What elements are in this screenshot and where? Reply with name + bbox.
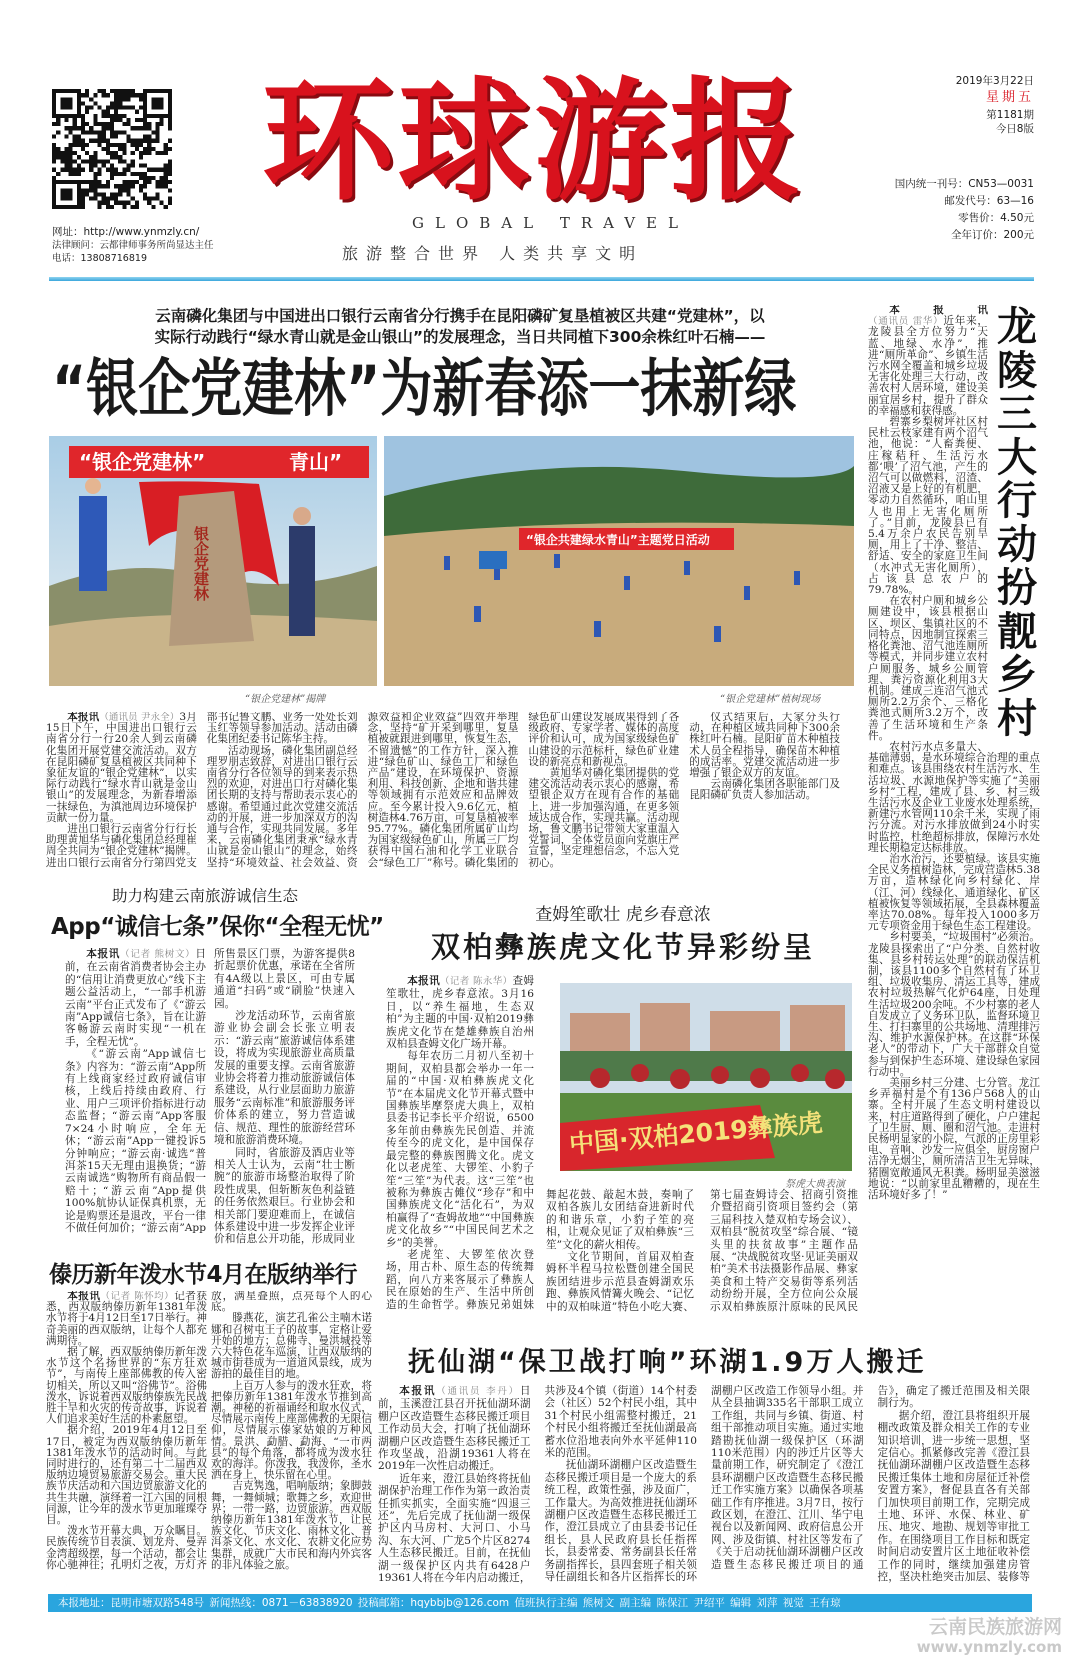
masthead-logo: 环球游报	[262, 65, 806, 219]
masthead-english: GLOBAL TRAVEL	[412, 214, 689, 232]
water-festival-headline[interactable]: 傣历新年泼水节4月在版纳举行	[49, 1262, 358, 1288]
photo-sign-text: “银企共建绿水青山”主题党日活动	[526, 533, 710, 547]
longling-headline[interactable]: 龙陵三大行动扮靓乡村	[997, 305, 1037, 742]
photo-tree-planting	[384, 436, 854, 686]
dateline: 本报讯	[889, 305, 988, 316]
paragraph: 据介绍，澄江县将组织开展棚改政策及群众相关工作的专业知识培训，进一步统一思想，坚定信心。抓紧修改完善《澄江县抚仙湖环湖棚户区改造暨生态移民搬迁集体土地和房屋征迁补偿安置方案》，督促县直各有关部门加快项目前期工作，完期完成土地、环评、水保、林业、矿压、地灾、地勘、规划等审批工作。在围绕项目工作目标和既定时间启动安置片区土地征收补偿工作的同时，继续加强建房管控，坚决杜绝突击加层、装修等	[877, 1409, 1030, 1584]
page-count: 今日8版	[995, 123, 1034, 135]
paragraph: 老虎笙、大锣笙依次登场，用古朴、原生态的传统舞蹈，向八方来客展示了彝族人民在原始的生产、生活中所创造的生命哲学。彝族兄弟姐妹	[386, 1248, 534, 1310]
lead-headline[interactable]: “银企党建林”为新春添一抹新绿	[52, 353, 797, 426]
lead-paragraph	[65, 948, 206, 1048]
annual-price: 全年订价：200元	[950, 229, 1034, 241]
paragraph: 进出口银行云南省分行行长助理黄旭华与磷化集团总经理崔周全共同为“银企党建林”揭牌。进出口银行云南省分行第四党支部书记鲁文鹏、业务一处处长刘玉红等领导参加活动。活动由磷化集团纪委书记陈华主持。	[46, 712, 358, 869]
paragraph: 上百万人参与的泼水狂欢，将把傣历新年1381年泼水节推到高潮。神秘的祈福诵经和取水仪式，尽情展示南传上座部佛教的无限信仰，尽情展示傣家姑娘的万种风情。景洪、勐腊、勐海、“一市两县”的每个角落，都将成为泼水狂欢的海洋。你泼我，我泼你，圣水洒在身上，快乐留在心里。	[211, 1379, 372, 1482]
shuangbai-column-2	[546, 1188, 694, 1312]
app-kicker: 助力构建云南旅游诚信生态	[111, 887, 298, 905]
footer-bar: 本报地址：昆明市塘双路548号 新闻热线：0871－63838920 投稿邮箱：hqybbjb@126.com 值班执行主编 熊树文 副主编 陈保江 尹绍平 编辑 刘萍 视觉 王有琼	[48, 1594, 1032, 1612]
fuxian-headline[interactable]: 抚仙湖“保卫战打响”环湖1.9万人搬迁	[408, 1347, 927, 1378]
lead-deck-line2: 实际行动践行“绿水青山就是金山银山”的发展理念，当日共同植下300余株红叶石楠——	[154, 328, 766, 346]
paragraph: 农村污水点多量大、基础薄弱，是水环境综合治理的重点和难点。该县围绕农村生活污水、生活垃圾、水源地保护等实施了“美丽乡村”工程，建成了县、乡、村三级生活污水及企业工业废水处理系统，新建污水管网110余千米，实现了雨污分流。对污水排放做到24小时实时监控，杜绝超标排放，保障污水处理长期稳定达标排放。	[868, 740, 1040, 854]
byline: （通讯员 李丹）	[436, 1386, 520, 1397]
paragraph: 抚仙湖环湖棚户区改造暨生态移民搬迁项目是一个庞大的系统工程，政策性强，涉及面广，工作量大。为高效推进抚仙湖环湖棚户区改造暨生态移民搬迁工作，澄江县成立了由县委书记任组长，县人民政府县长任指挥长，县委常委、常务副县长任常务副指挥长，县四套班子相关领导任副组长和各片区指挥长的环湖棚户区改造工作领导小组。并从全县抽调335名干部职工成立工作组，共同与乡镇、街道、村组干部推动项目实施。通过实地踏勘抚仙湖一级保护区（环湖110米范围）内的涉迁片区等大量前期工作，研究制定了《澄江县环湖棚户区改造暨生态移民搬迁工作实施方案》以确保各项基础工作有序推进。3月7日，按行政区划，在澄江、江川、华宁电视台以及新闻网、政府信息公开网、涉及街镇、村社区等发布了《关于启动抚仙湖环湖棚户区改造暨生态移民搬迁项目的通告》，确定了搬迁范围及相关限制行为。	[544, 1385, 1030, 1584]
header-divider	[49, 277, 1034, 281]
shuangbai-kicker: 查姆笙歌壮 虎乡春意浓	[535, 905, 711, 925]
paragraph: 美丽乡村三分建、七分管。龙江乡弄福村是个有136户568人的山寨。全村开展了生态文明村建设以来，村庄道路得到了硬化，户户建起了卫生厨、厕、圈和沼气池。走进村民杨明显家的小院，气派的正房里彩电、音响、沙发一应俱全，厨房窗户洁净无烟尘，厕所清洁卫生无异味，猪圈宽敞通风无积粪。杨明显美滋滋地说：“以前家里乱糟糟的，现在生活环境好多了！”	[868, 1077, 1040, 1202]
paragraph: 治水治污，还要植绿。该县实施全民义务植树造林，完成营造林5.38万亩，造林绿化向乡村绿化、岸（江、河）线绿化、通道绿化、矿区植被恢复等领域拓展，全县森林覆盖率达70.08%。每年投入1000多万元专项资金用于绿色生态工程建设。	[868, 852, 1040, 933]
caption-tiger-ceremony: 祭虎大典表演	[785, 1179, 845, 1190]
lead-text: 3月15日下午，中国进出口银行云南省分行一行20余人到云南磷化集团开展党建交流活动。双方在昆阳磷矿复垦植被区共同种下象征友谊的“银企党建林”，以实际行动践行“绿水青山就是金山银山”的发展理念，为新春增添一抹绿色，为滇池周边环境保护贡献一份力量。	[46, 712, 197, 824]
dateline: 本报讯	[67, 712, 100, 723]
paragraph: 第七届查姆诗会、招商引资推介暨招商引资项目签约会（第三届科技入楚双柏专场会议）、双柏县“脱贫攻坚”综合展、“镜头里的扶贫故事”主题作品展、“决战脱贫攻坚·见证美丽双柏”美术书法摄影作品展、彝家美食和土特产交易街等系列活动纷纷开展，全方位向公众展示双柏彝族原汁原味的民风民	[710, 1189, 858, 1312]
photo-banner-text: 中国·双柏2019彝族虎	[567, 1107, 824, 1159]
weekday: 星期五	[985, 90, 1034, 105]
paragraph: 沙龙活动环节，云南省旅游业协会副会长张立明表示：“游云南”旅游诚信体系建设，将成为实现旅游业高质量发展的重要支撑。云南省旅游业协会将着力推动旅游诚信体系建设，从行业层面助力旅游服务“云南标准”和旅游服务评价体系的建立，努力营造诚信、规范、理性的旅游经营环境和旅游消费环境。	[214, 1010, 355, 1147]
byline: （通讯员 尹永全）	[99, 712, 180, 723]
paragraph: 碧寨乡梨树坪社区村民杜云枝家建有两个沼气池，他说：“人畜粪便、庄稼秸秆、生活污水都‘喂’了沼气池，产生的沼气可以做燃料，沼渣、沼液又是上好的有机肥，零动力自然循环，咱山里人也用上无害化厕所了。”目前，龙陵县已有5.4万余户农民告别旱厕，用上了干净、整洁、舒适、安全的家庭卫生间（水冲式无害化厕所），占该县总农户的79.78%。	[868, 416, 988, 597]
slogan: 旅游整合世界 人类共享文明	[342, 244, 644, 263]
paragraph: 黄旭华对磷化集团提供的党建交流活动表示衷心的感谢，希望银企双方在现有合作的基础上，进一步加强沟通，在更多领域达成合作，实现共赢。活动现场，鲁文鹏书记带领大家重温入党誓词，全体党员面向党旗庄严宣誓，坚定理想信念，不忘入党初心。	[528, 767, 680, 869]
retail-price: 零售价：4.50元	[958, 212, 1034, 224]
water-festival-body	[46, 1291, 372, 1591]
paragraph: 在农村户厕和城乡公厕建设中，该县根据山区、坝区、集镇社区的不同特点，因地制宜探索三格化粪池、沼气池连厕所等模式，并同步建立农村户厕服务、城乡公厕管理、粪污资源化利用3大机制。建成三连沼气池式厕所2.2万余个、三格化粪池式厕所3.2万个，改善了生活环境和生产条件。	[868, 595, 988, 742]
lead-text: 近年来，龙陵县全方位努力“天蓝、地绿、水净”，推进“厕所革命”、乡镇生活污水网全覆盖和城乡垃圾无害化处理三大行动，改善农村人居环境，建设美丽宜居乡村，提升了群众的幸福感和获得感。	[868, 315, 989, 417]
app-headline[interactable]: App“诚信七条”保你“全程无忧”	[51, 914, 384, 940]
paragraph: 每年农历二月初八至初十期间，双柏县都会举办一年一届的“中国·双柏彝族虎文化节”在本届虎文化节开幕式暨中国彝族毕摩祭虎大典上，双柏县委书记李长平介绍说，6500多年前由彝族先民创造、并流传至今的虎文化，是中国保存最完整的彝族图腾文化。虎文化以老虎笙、大锣笙、小豹子笙“三笙”为代表。这“三笙”也被称为彝族古傩仪“珍存”和中国彝族虎文化“活化石”，为双柏赢得了“查姆故地”“中国彝族虎文化故乡”“中国民间艺术之乡”的美誉。	[386, 1050, 534, 1249]
paragraph: 《“游云南”App诚信七条》内容为：“游云南”App所有上线商家经过政府诚信审核，上线后持续由政府、行业、用户三项评价指标进行动态监督；“游云南”App客服7×24小时响应，全年无休；“游云南”App一键投诉5分钟响应；“游云南·诚选”普洱茶15天无理由退换货；“游云南诚选”购物所有商品假一赔十；“游云南”App提供100%航协认证保真机票，无论是购票还是退改，平台一律不做任何加价；“游云南”App所售景区门票，为游客提供8折起票价优惠，承诺在全省所有4A级以上景区，可由专属通道“扫码”或“刷脸”快速入园。	[65, 948, 355, 1234]
photo-stone-text: 银企党建林	[192, 526, 210, 601]
byline: （记者 陈永华）	[440, 976, 513, 987]
paragraph: 同时，省旅游及酒店业等相关人士认为，云南“壮士断腕”的旅游市场整治取得了阶段性成果，但斩断灰色利益链的任务依然艰巨。行业协会和相关部门要迎难而上，在诚信体系建设中进一步发挥企业评价和信息公开功能，形成同业	[214, 1146, 355, 1246]
paragraph: 云南磷化集团各职能部门及昆阳磷矿负责人参加活动。	[689, 778, 840, 802]
paragraph: 活动现场，磷化集团副总经理罗朋志致辞，对进出口银行云南省分行各位领导的到来表示热烈的欢迎，对进出口行对磷化集团长期的支持与帮助表示衷心的感谢。希望通过此次党建交流活动的开展，进一步加深双方的沟通与合作，实现共同发展。多年来，云南磷化集团秉承“绿水青山就是金山银山”的理念，始终坚持“环境效益、社会效益、资源效益和企业效益”四效并举理念，坚持“矿开采到哪里，复垦植被就跟进到哪里，恢复生态，不留遗憾”的工作方针，深入推进“绿色矿山、绿色工厂和绿色产品”建设，在环境保护、资源利用、科技创新、企地和谐共建等领域拥有示范效应和品牌效应。至今累计投入9.6亿元，植树造林4.76万亩，可复垦植被率95.77%。磷化集团所属矿山均为国家级绿色矿山，所属三厂均获得中国石油和化学工业联合会“绿色工厂”称号。磷化集团的绿色矿山建设发展成果得到了各级政府、专家学者、媒体的高度评价和认可，成为国家级绿色矿山建设的示范标杆，绿色矿业建设的新亮点和新视点。	[206, 712, 680, 869]
watermark-url: www.ynmzly.com	[916, 1638, 1062, 1656]
lead-text: 日前，在云南省消费者协会主办的“信用让消费更放心”线下主题公益活动上，“一部手机游云南”平台正式发布了《“游云南”App诚信七条》，旨在让游客畅游云南时实现“一机在手，全程无忧”。	[65, 948, 206, 1048]
lead-text: 查姆笙歌壮，虎乡春意浓。3月16日，以“养生福地，生态双柏”为主题的中国·双柏2019彝族虎文化节在楚雄彝族自治州双柏县查姆文化广场开幕。	[386, 975, 534, 1051]
longling-story	[868, 305, 1040, 1335]
photo-tiger-ceremony	[560, 983, 852, 1171]
paragraph: 滕燕花，演艺孔雀公主喃木诺娜和召树屯王子的故事，定格让爱开始的地方；总佛寺、曼洪城投等六大特色花车巡演，让西双版纳的城市街巷成为一道道风景线，成为游拍的最佳目的地。	[211, 1312, 372, 1381]
lead-paragraph	[378, 1385, 531, 1473]
caption-unveiling: “银企党建林”揭牌	[245, 694, 326, 705]
paragraph: 据了解，西双版纳傣历新年泼水节这个名扬世界的“东方狂欢节”，与南传上座部佛教的传入密切相关，所以又叫“浴佛节”。浴佛泼水，诉说着西双版纳傣族先民战胜干旱和火灾的传奇故事，诉说着人们追求美好生活的朴素愿望。	[46, 1346, 207, 1426]
fuxian-body	[378, 1385, 1030, 1591]
watermark	[917, 1616, 1062, 1656]
shuangbai-headline[interactable]: 双柏彝族虎文化节异彩纷呈	[430, 930, 815, 964]
paragraph: 泼水节开幕大典，万众瞩目。民族传统节目表演、划龙舟、曼弄金湾超级摆，每一个活动，都会让你心驰神往；孔明灯之夜，万灯齐放，满星叠照，点亮每个人的心底。	[46, 1291, 372, 1571]
lead-deck-line1: 云南磷化集团与中国进出口银行云南省分行携手在昆阳磷矿复垦植被区共建“党建林”，以	[155, 307, 765, 325]
dateline: 本报讯	[67, 1291, 101, 1302]
lead-text: 记者获悉，西双版纳傣历新年1381年泼水节将于4月12日至17日举行。神奇美丽的西双版纳，让每个人都充满期待。	[46, 1291, 208, 1347]
shuangbai-column-3	[710, 1188, 858, 1312]
photo-banner-text-2: 青山”	[289, 450, 343, 474]
byline: （通讯员 雷华）	[868, 316, 944, 328]
paragraph: 仪式结束后，大家分头行动，在种植区域共同种下300余株红叶石楠。昆阳矿苗木种植技术人员全程指导，确保苗木种植的成活率。党建交流活动进一步增强了银企双方的友谊。	[689, 712, 840, 780]
paragraph: 据介绍，2019年4月12日至17日，被定为西双版纳傣历新年1381年泼水节的活动时间。与此同时进行的，还有第二十二届西双版纳边境贸易旅游交易会。重大民族节庆活动和六国边贸旅游文化的共生共融，演绎着一江六国的同根同源，让今年的泼水节更加璀璨夺目。	[46, 1424, 207, 1527]
caption-tree-planting: “银企党建林”植树现场	[720, 694, 821, 705]
phone: 电话：13808716819	[52, 253, 147, 264]
byline: （记者 陈怀均）	[100, 1291, 175, 1302]
legal-advisor: 法律顾问：云都律师事务所尚显达主任	[52, 240, 214, 251]
paragraph: 文化节期间，首届双柏查姆杯半程马拉松暨创建全国民族团结进步示范县查姆湖欢乐跑、彝族风情篝火晚会、“记忆中的双柏味道”特色小吃大赛、	[546, 1251, 694, 1312]
paragraph: 乡村要美，“垃圾围村”必须治。龙陵县探索出了“户分类、自然村收集、县乡村转运处理”的联动保洁机制，该县1100多个自然村有了环卫组、垃圾收集房、清运工具等，建成农村垃圾热解气化炉64座，日处理生活垃圾200余吨。不少村寨的老人自发成立了义务环卫队，监督环境卫生、打扫寨里的公共场地、清理排污沟、维护水源保护林。在这群“环保老人”的带动下，广大干部群众自觉参与到保护生态环境、建设绿色家园行动中。	[868, 931, 1040, 1078]
postal-code: 邮发代号：63—16	[944, 195, 1034, 207]
paragraph: 近年来，澄江县始终将抚仙湖保护治理工作作为第一政治责任抓实抓实，全面实施“四退三还”，先后完成了抚仙湖一级保护区内马房村、大河口、小马沟、东大河、广龙5个片区8274人生态移民搬迁。目前，在抚仙湖一级保护区内共有6428户19361人将在今年内启动搬迁，共涉及4个镇（街道）14个村委会（社区）52个村民小组，其中31个村民小组需整村搬迁，21个村民小组将搬迁至抚仙湖最高蓄水位沿地表向外水平延伸110米的范围。	[378, 1385, 697, 1585]
cn-number: 国内统一刊号：CN53—0031	[894, 178, 1034, 190]
dateline: 本报讯	[399, 1385, 437, 1397]
photo-unveiling	[49, 436, 377, 686]
qr-code	[52, 89, 172, 209]
watermark-title: 云南民族旅游网	[928, 1616, 1062, 1638]
app-story-body	[65, 948, 355, 1246]
paragraph: 吉克隽逸，唱响版纳；象脚鼓舞，一舞倾城；歌舞之乡，欢迎世界；一带一路，边贸旅游。西双版纳傣历新年1381年泼水节，让民族文化、节庆文化、雨林文化、普洱茶文化、水文化、农耕文化应势集群，成就广大市民和海内外宾客的非凡体验之旅。	[211, 1480, 372, 1571]
photo-banner-text: “银企党建林”	[79, 450, 206, 474]
publication-info	[895, 176, 1034, 244]
lead-paragraph	[46, 1291, 207, 1347]
lead-text: 日前，玉溪澄江县召开抚仙湖环湖棚户区改造暨生态移民搬迁项目工作动员大会，打响了抚仙湖环湖棚户区改造暨生态移民搬迁工作攻坚战，沿湖19361人将在2019年一次性启动搬迁。	[378, 1385, 531, 1473]
dateline: 本报讯	[86, 948, 121, 960]
dateline: 本报讯	[407, 975, 441, 987]
lead-paragraph	[386, 975, 534, 1050]
contact-info	[52, 226, 214, 265]
issue-date: 2019年3月22日	[955, 75, 1034, 87]
issue-number: 第1181期	[986, 109, 1034, 121]
lead-paragraph	[46, 712, 197, 824]
issue-info	[956, 74, 1034, 136]
byline: （记者 熊树文）	[120, 949, 196, 960]
shuangbai-column-1	[386, 975, 534, 1310]
paragraph: 舞起花鼓、敲起木鼓，奏响了双柏各族儿女团结奋进新时代的和谐乐章，小豹子笙的亮相，让观众见证了双柏彝族“三笙”文化的薪火相传。	[546, 1188, 694, 1251]
website-link[interactable]: 网址：http://www.ynmzly.cn/	[52, 226, 200, 238]
lead-story-body	[46, 712, 840, 870]
